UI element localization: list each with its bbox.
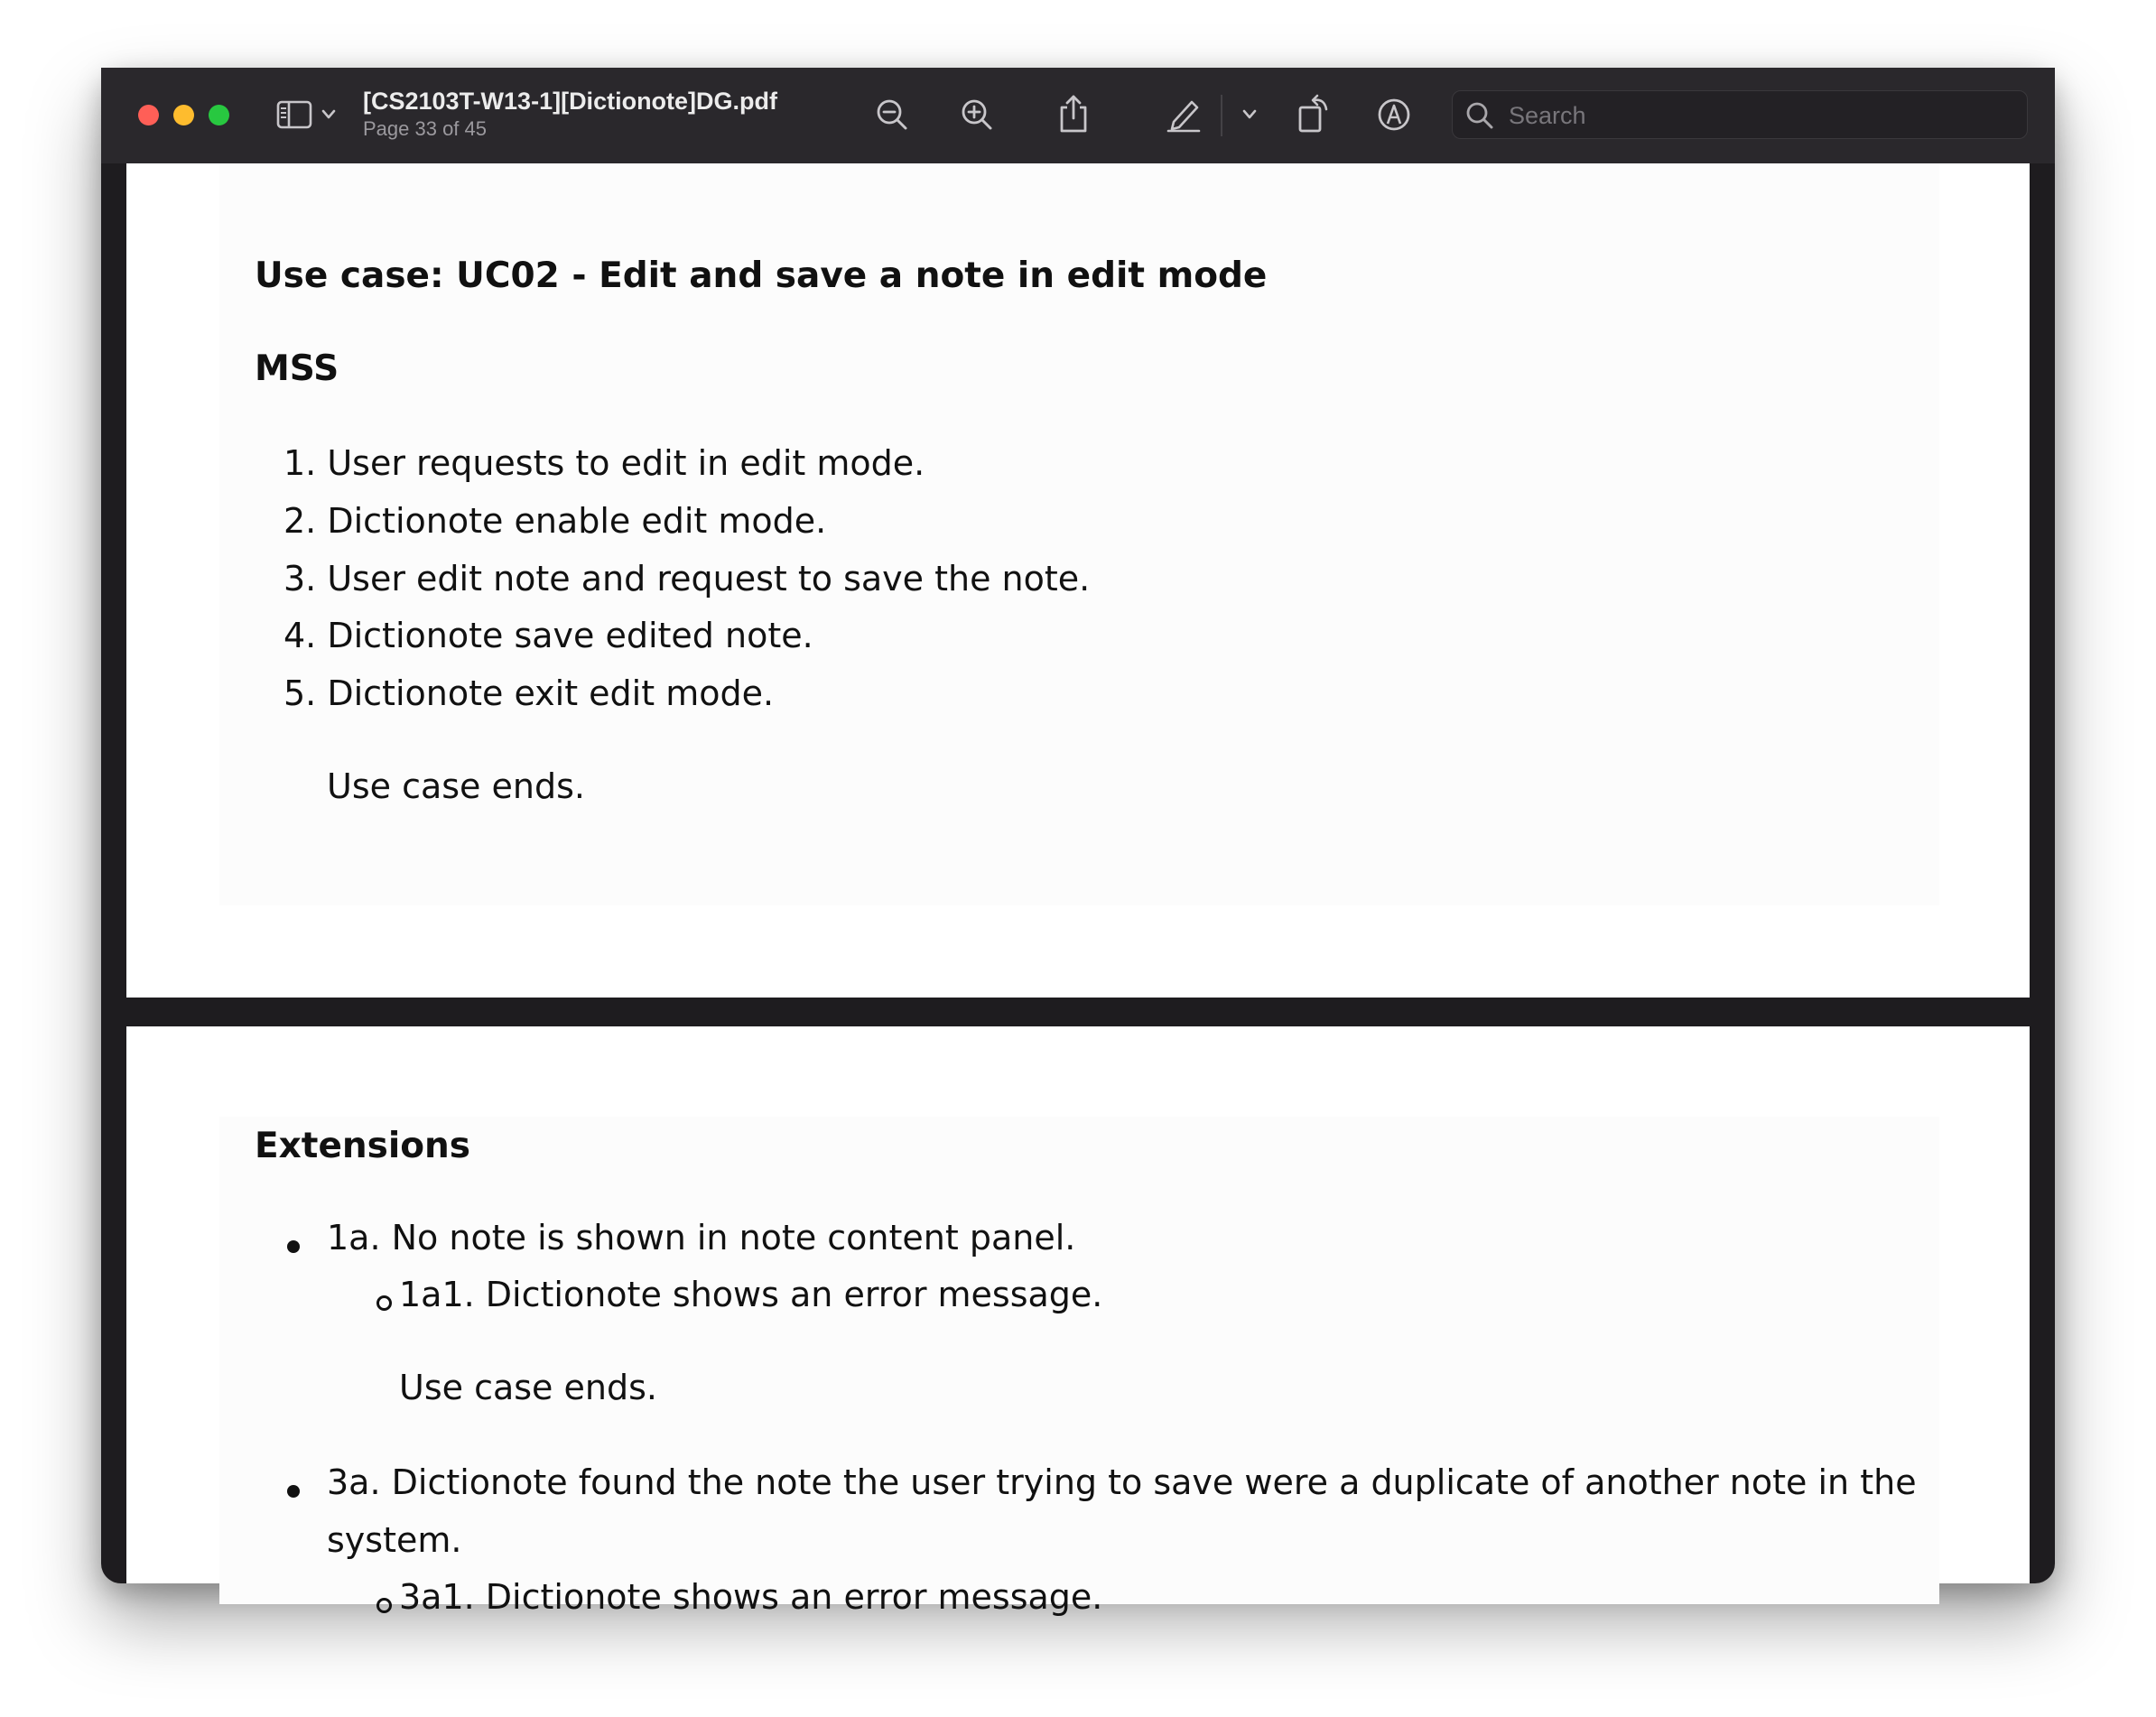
mss-step-4: 4. Dictionote save edited note.	[283, 616, 813, 655]
bullet	[287, 1240, 300, 1253]
use-case-title: Use case: UC02 - Edit and save a note in edit mode	[255, 255, 1268, 296]
share-icon	[1056, 93, 1091, 135]
mss-step-5: 5. Dictionote exit edit mode.	[283, 673, 775, 713]
pencil-icon	[1165, 95, 1204, 133]
extension-3a-line1: 3a. Dictionote found the note the user trying to save were a duplicate of another note in the	[327, 1462, 1917, 1502]
markup-button[interactable]	[1376, 97, 1412, 133]
sidebar-icon	[276, 99, 312, 130]
search-icon	[1465, 101, 1494, 134]
toolbar-divider	[1221, 95, 1222, 136]
document-title: [CS2103T-W13-1][Dictionote]DG.pdf	[363, 88, 778, 115]
extension-1a1: 1a1. Dictionote shows an error message.	[399, 1275, 1103, 1314]
extension-1a: 1a. No note is shown in note content panel.	[327, 1218, 1076, 1258]
rotate-icon	[1296, 93, 1332, 135]
mss-heading: MSS	[255, 348, 339, 389]
highlight-button[interactable]	[1165, 95, 1204, 133]
use-case-ends: Use case ends.	[327, 766, 585, 806]
extension-3a-line2: system.	[327, 1520, 462, 1560]
extension-1a-ends: Use case ends.	[399, 1368, 657, 1407]
sub-bullet	[376, 1598, 392, 1613]
close-window-button[interactable]	[138, 105, 159, 125]
toolbar	[101, 68, 2055, 163]
sidebar-toggle-button[interactable]	[276, 99, 312, 130]
mss-step-1: 1. User requests to edit in edit mode.	[283, 443, 925, 483]
chevron-down-icon	[321, 108, 337, 121]
bullet	[287, 1485, 300, 1498]
markup-icon	[1376, 97, 1412, 133]
chevron-down-icon	[1241, 108, 1258, 121]
page-indicator: Page 33 of 45	[363, 117, 488, 140]
search-field[interactable]	[1452, 90, 2028, 139]
mss-step-3: 3. User edit note and request to save the note.	[283, 559, 1091, 599]
extension-3a1: 3a1. Dictionote shows an error message.	[399, 1577, 1103, 1617]
zoom-window-button[interactable]	[209, 105, 229, 125]
search-input[interactable]	[1507, 91, 2016, 140]
pdf-page-33	[126, 163, 2030, 998]
highlight-menu-button[interactable]	[1241, 108, 1258, 121]
zoom-in-icon	[959, 97, 995, 133]
pdf-page-34	[126, 1026, 2030, 1617]
zoom-out-icon	[874, 97, 910, 133]
preview-window	[101, 68, 2055, 1617]
share-button[interactable]	[1056, 93, 1091, 135]
mss-step-2: 2. Dictionote enable edit mode.	[283, 501, 827, 541]
sub-bullet	[376, 1295, 392, 1311]
rotate-button[interactable]	[1296, 93, 1332, 135]
extensions-heading: Extensions	[255, 1126, 471, 1166]
zoom-out-button[interactable]	[874, 97, 910, 133]
minimize-window-button[interactable]	[173, 105, 194, 125]
content-block	[219, 1117, 1939, 1604]
sidebar-menu-button[interactable]	[321, 108, 337, 121]
zoom-in-button[interactable]	[959, 97, 995, 133]
